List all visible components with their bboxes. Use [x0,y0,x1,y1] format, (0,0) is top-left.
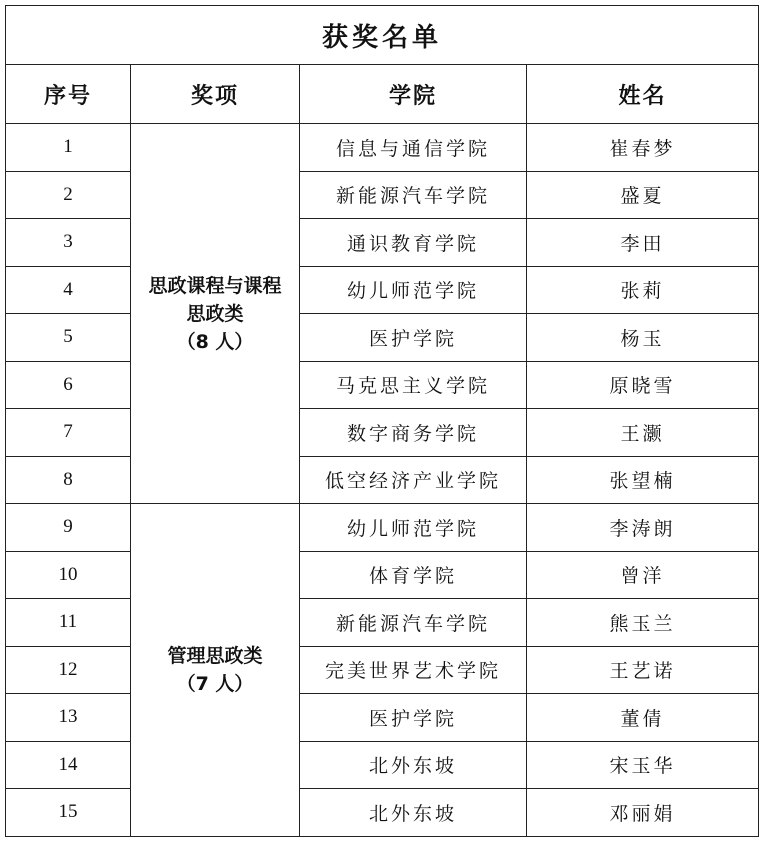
award-category-count: （8 人） [176,330,254,353]
header-name: 姓名 [527,65,759,124]
name-cell: 杨玉 [527,314,759,362]
name-cell: 王艺诺 [527,646,759,694]
award-list-document [5,5,759,837]
college-cell: 新能源汽车学院 [300,171,527,219]
table-row [6,266,759,314]
table-row [6,646,759,694]
seq-cell: 1 [6,124,131,172]
seq-cell: 8 [6,456,131,504]
name-cell: 崔春梦 [527,124,759,172]
award-category-label: 管理思政类 [167,644,263,667]
table-row [6,314,759,362]
seq-cell: 12 [6,646,131,694]
name-cell: 李田 [527,219,759,267]
name-cell: 熊玉兰 [527,599,759,647]
header-college: 学院 [300,65,527,124]
college-cell: 低空经济产业学院 [300,456,527,504]
name-cell: 盛夏 [527,171,759,219]
table-row [6,456,759,504]
table-row [6,694,759,742]
table-row [6,361,759,409]
college-cell: 医护学院 [300,314,527,362]
table-title: 获奖名单 [6,6,759,65]
seq-cell: 2 [6,171,131,219]
college-cell: 信息与通信学院 [300,124,527,172]
table-row [6,599,759,647]
name-cell: 原晓雪 [527,361,759,409]
table-row [6,789,759,837]
name-cell: 董倩 [527,694,759,742]
seq-cell: 9 [6,504,131,552]
seq-cell: 4 [6,266,131,314]
table-row [6,551,759,599]
table-row [6,171,759,219]
header-seq: 序号 [6,65,131,124]
seq-cell: 5 [6,314,131,362]
college-cell: 幼儿师范学院 [300,266,527,314]
college-cell: 医护学院 [300,694,527,742]
seq-cell: 6 [6,361,131,409]
college-cell: 数字商务学院 [300,409,527,457]
seq-cell: 3 [6,219,131,267]
seq-cell: 11 [6,599,131,647]
award-table [5,5,759,837]
table-row [6,124,759,172]
award-category-cell [131,124,300,504]
table-row [6,504,759,552]
award-category-label: 思政课程与课程思政类 [148,274,282,325]
college-cell: 通识教育学院 [300,219,527,267]
header-award: 奖项 [131,65,300,124]
seq-cell: 13 [6,694,131,742]
seq-cell: 15 [6,789,131,837]
seq-cell: 14 [6,741,131,789]
college-cell: 北外东坡 [300,741,527,789]
award-category-count: （7 人） [176,672,254,695]
name-cell: 曾洋 [527,551,759,599]
college-cell: 马克思主义学院 [300,361,527,409]
name-cell: 张莉 [527,266,759,314]
name-cell: 宋玉华 [527,741,759,789]
table-row [6,219,759,267]
college-cell: 新能源汽车学院 [300,599,527,647]
name-cell: 王灏 [527,409,759,457]
name-cell: 张望楠 [527,456,759,504]
award-category-cell [131,504,300,837]
header-row [6,65,759,124]
college-cell: 北外东坡 [300,789,527,837]
name-cell: 邓丽娟 [527,789,759,837]
seq-cell: 10 [6,551,131,599]
college-cell: 幼儿师范学院 [300,504,527,552]
table-row [6,409,759,457]
name-cell: 李涛朗 [527,504,759,552]
college-cell: 体育学院 [300,551,527,599]
seq-cell: 7 [6,409,131,457]
college-cell: 完美世界艺术学院 [300,646,527,694]
table-row [6,741,759,789]
